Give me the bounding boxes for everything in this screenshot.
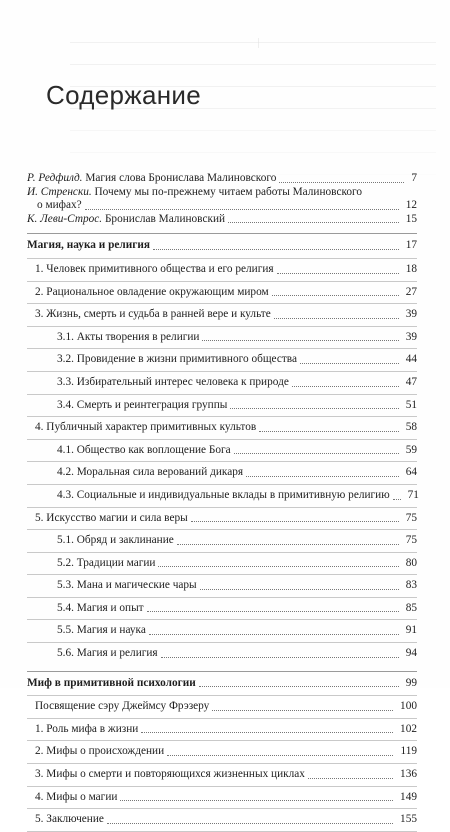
toc-page-number: 58 xyxy=(405,421,417,434)
leader-dots xyxy=(279,182,404,183)
leader-dots xyxy=(393,499,401,500)
leader-dots xyxy=(200,589,399,590)
toc-subchapter-title: 4.1. Общество как воплощение Бога xyxy=(57,443,231,456)
toc-chapter-title: 4. Публичный характер примитивных культов xyxy=(35,421,257,434)
leader-dots xyxy=(246,476,399,477)
toc-page-number: 39 xyxy=(405,330,417,343)
toc-page-number: 71 xyxy=(407,488,419,501)
toc-entry-text: Магия слова Бронислава Малиновского xyxy=(82,172,277,184)
leader-dots xyxy=(230,408,398,409)
toc-part-title: Магия, наука и религия xyxy=(27,239,150,252)
toc-chapter[interactable] xyxy=(27,763,417,786)
toc-chapter-title: 3. Жизнь, смерть и судьба в ранней вере и культе xyxy=(35,308,271,321)
leader-dots xyxy=(147,611,399,612)
toc-subchapter-title: 5.4. Магия и опыт xyxy=(57,601,144,614)
leader-dots xyxy=(228,222,399,223)
toc-page-number: 149 xyxy=(400,790,417,803)
toc-subchapter[interactable] xyxy=(27,619,417,642)
leader-dots xyxy=(272,295,399,296)
toc-page-number: 64 xyxy=(405,466,417,479)
table-of-contents xyxy=(27,172,417,832)
toc-chapter-title: 4. Мифы о магии xyxy=(35,790,118,803)
bleed-through-mark xyxy=(258,38,419,48)
leader-dots xyxy=(167,755,393,756)
leader-dots xyxy=(212,710,393,711)
toc-subchapter-title: 5.5. Магия и наука xyxy=(57,624,146,637)
toc-page-number: 18 xyxy=(405,262,417,275)
toc-page-number: 83 xyxy=(405,579,417,592)
toc-subchapter-title: 5.2. Традиции магии xyxy=(57,556,156,569)
toc-subchapter[interactable] xyxy=(27,371,417,394)
toc-chapter-title: 5. Заключение xyxy=(35,813,104,826)
toc-page-number: 100 xyxy=(400,700,417,713)
toc-chapter-title: 2. Рациональное овладение окружающим миром xyxy=(35,285,269,298)
toc-subchapter[interactable] xyxy=(27,642,417,665)
toc-chapter-title: Посвящение сэру Джеймсу Фрэзеру xyxy=(35,700,210,713)
toc-subchapter-title: 3.1. Акты творения в религии xyxy=(57,330,200,343)
toc-chapter-title: 2. Мифы о происхождении xyxy=(35,745,165,758)
toc-author: И. Стренски. xyxy=(27,185,92,198)
leader-dots xyxy=(259,431,399,432)
toc-part-title: Миф в примитивной психологии xyxy=(27,676,196,689)
toc-subchapter[interactable] xyxy=(27,326,417,349)
leader-dots xyxy=(177,544,399,545)
toc-page-number: 136 xyxy=(400,768,417,781)
toc-subchapter-title: 4.2. Моральная сила верований дикаря xyxy=(57,466,244,479)
toc-page-number: 59 xyxy=(405,443,417,456)
leader-dots xyxy=(292,386,399,387)
toc-chapter[interactable] xyxy=(27,507,417,530)
toc-page-number: 51 xyxy=(405,398,417,411)
toc-page-number: 39 xyxy=(405,308,417,321)
page-title: Содержание xyxy=(46,80,201,110)
toc-page-number: 94 xyxy=(405,647,417,660)
leader-dots xyxy=(149,634,399,635)
leader-dots xyxy=(153,249,399,250)
toc-page-number: 99 xyxy=(405,676,417,689)
toc-chapter[interactable] xyxy=(27,258,417,281)
toc-subchapter[interactable] xyxy=(27,439,417,462)
leader-dots xyxy=(191,521,399,522)
toc-page-number: 119 xyxy=(400,745,417,758)
leader-dots xyxy=(300,363,399,364)
toc-subchapter-title: 4.3. Социальные и индивидуальные вклады в примитивную религию xyxy=(57,488,390,501)
toc-subchapter[interactable] xyxy=(27,394,417,417)
toc-subchapter[interactable] xyxy=(27,461,417,484)
leader-dots xyxy=(234,453,399,454)
toc-subchapter-title: 5.3. Мана и магические чары xyxy=(57,579,197,592)
toc-chapter-title: 3. Мифы о смерти и повторяющихся жизненных циклах xyxy=(35,768,305,781)
toc-chapter[interactable] xyxy=(27,718,417,741)
toc-subchapter[interactable] xyxy=(27,552,417,575)
toc-subchapter-title: 3.3. Избирательный интерес человека к природе xyxy=(57,375,289,388)
toc-page-number: 80 xyxy=(405,556,417,569)
toc-page-number: 85 xyxy=(405,601,417,614)
toc-chapter[interactable] xyxy=(27,303,417,326)
toc-page-number: 155 xyxy=(400,813,417,826)
toc-chapter[interactable] xyxy=(27,808,417,832)
toc-page-number: 44 xyxy=(405,353,417,366)
leader-dots xyxy=(308,778,393,779)
toc-intro-redfield[interactable] xyxy=(27,172,417,186)
toc-part-magic-science-religion[interactable] xyxy=(27,233,417,258)
toc-page-number: 47 xyxy=(405,375,417,388)
leader-dots xyxy=(274,318,399,319)
leader-dots xyxy=(158,566,398,567)
toc-page-number: 27 xyxy=(405,285,417,298)
leader-dots xyxy=(277,273,399,274)
toc-page-number: 7 xyxy=(411,172,417,184)
toc-chapter-title: 1. Человек примитивного общества и его религия xyxy=(35,262,274,275)
leader-dots xyxy=(107,823,393,824)
toc-page-number: 91 xyxy=(405,624,417,637)
toc-subchapter[interactable] xyxy=(27,574,417,597)
toc-page-number: 102 xyxy=(400,722,417,735)
toc-subchapter[interactable] xyxy=(27,597,417,620)
toc-subchapter-title: 5.1. Обряд и заклинание xyxy=(57,534,174,547)
toc-entry-text: Почему мы по-прежнему читаем работы Малиновского xyxy=(91,185,363,198)
toc-subchapter[interactable] xyxy=(27,484,417,507)
toc-subchapter[interactable] xyxy=(27,348,417,371)
toc-chapter-title: 1. Роль мифа в жизни xyxy=(35,722,139,735)
toc-author: К. Леви-Строс. xyxy=(27,212,103,225)
toc-chapter[interactable] xyxy=(27,281,417,304)
leader-dots xyxy=(120,800,393,801)
toc-page-number: 12 xyxy=(405,199,417,212)
leader-dots xyxy=(202,340,398,341)
toc-page-number: 75 xyxy=(405,534,417,547)
leader-dots xyxy=(141,732,393,733)
toc-chapter-title: 5. Искусство магии и сила веры xyxy=(35,511,188,524)
leader-dots xyxy=(161,657,399,658)
toc-subchapter-title: 3.4. Смерть и реинтеграция группы xyxy=(57,398,228,411)
toc-chapter[interactable] xyxy=(27,695,417,718)
toc-subchapter-title: 3.2. Провидение в жизни примитивного общества xyxy=(57,353,297,366)
toc-subchapter-title: 5.6. Магия и религия xyxy=(57,647,158,660)
toc-page-number: 15 xyxy=(405,212,417,225)
leader-dots xyxy=(85,209,399,210)
toc-entry-text: Бронислав Малиновский xyxy=(102,212,226,225)
toc-author: Р. Редфилд. xyxy=(27,172,83,184)
toc-chapter[interactable] xyxy=(27,740,417,763)
toc-intro-levi-strauss[interactable] xyxy=(27,213,417,227)
leader-dots xyxy=(199,686,399,687)
toc-part-myth-in-primitive-psychology[interactable] xyxy=(27,671,417,696)
toc-entry-text-cont: о мифах? xyxy=(37,199,82,212)
toc-page-number: 75 xyxy=(405,511,417,524)
toc-page-number: 17 xyxy=(405,239,417,252)
toc-chapter[interactable] xyxy=(27,786,417,809)
toc-chapter[interactable] xyxy=(27,416,417,439)
toc-subchapter[interactable] xyxy=(27,529,417,552)
toc-intro-strenski[interactable] xyxy=(27,186,417,213)
